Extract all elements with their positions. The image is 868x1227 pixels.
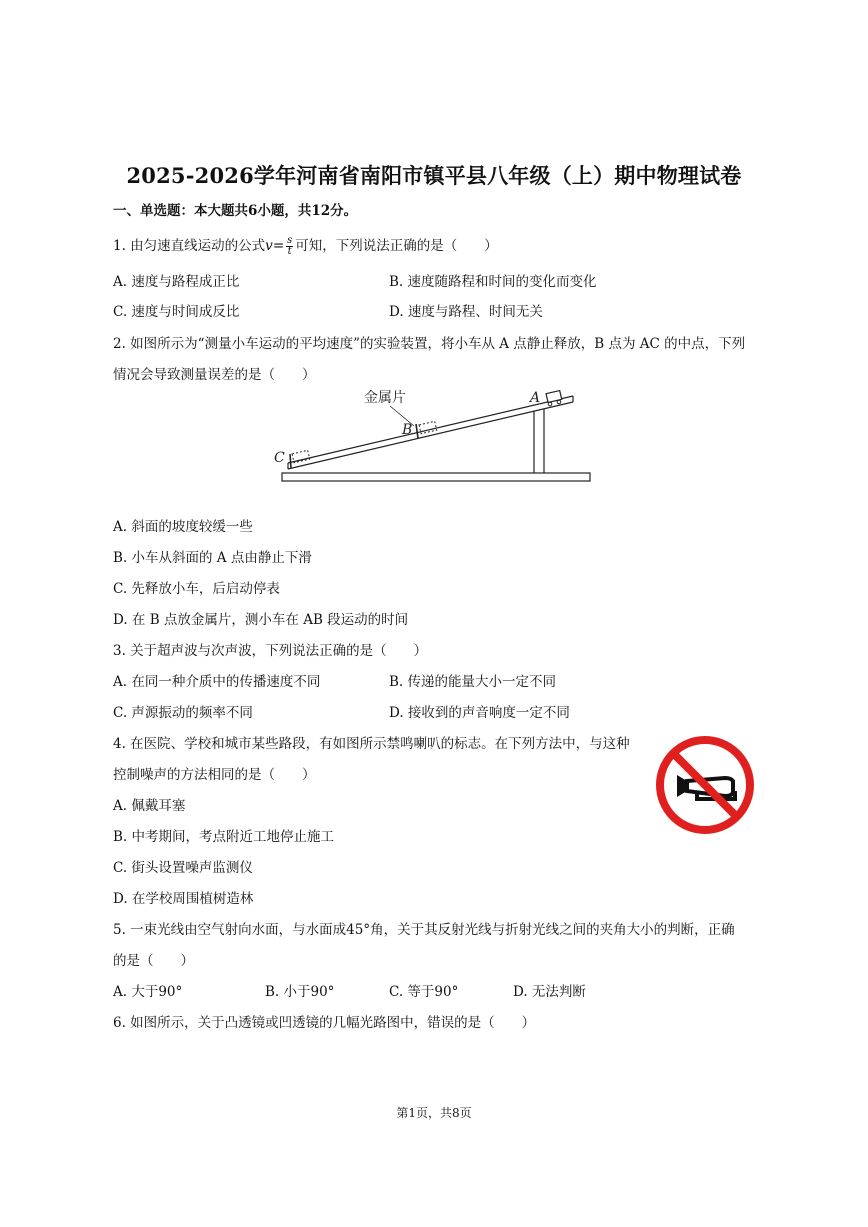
page-title: 2025-2026学年河南省南阳市镇平县八年级（上）期中物理试卷 xyxy=(126,163,742,188)
label-point-c: C xyxy=(274,450,285,466)
question-4-option-d[interactable]: D. 在学校周围植树造林 xyxy=(113,891,254,907)
question-3-option-a[interactable]: A. 在同一种介质中的传播速度不同 xyxy=(113,674,321,690)
question-5-option-c[interactable]: C. 等于90° xyxy=(389,984,459,1000)
page-footer: 第1页，共8页 xyxy=(396,1106,472,1120)
question-3-option-d[interactable]: D. 接收到的声音响度一定不同 xyxy=(389,705,570,721)
question-6-stem: 6. 如图所示，关于凸透镜或凹透镜的几幅光路图中，错误的是（ ） xyxy=(113,1015,536,1031)
question-1-stem: 1. 由匀速直线运动的公式v= $\frac{s}{t}$ 可知，下列说法正确的是（ ） xyxy=(113,235,498,257)
label-point-a: A xyxy=(530,390,541,406)
question-4-option-b[interactable]: B. 中考期间，考点附近工地停止施工 xyxy=(113,829,335,845)
question-3-option-b[interactable]: B. 传递的能量大小一定不同 xyxy=(389,674,557,690)
question-4-stem-line2: 控制噪声的方法相同的是（ ） xyxy=(113,767,316,783)
no-honking-sign xyxy=(653,733,757,837)
question-4-stem-line1: 4. 在医院、学校和城市某些路段，有如图所示禁鸣喇叭的标志。在下列方法中，与这种 xyxy=(113,736,630,752)
question-5-option-b[interactable]: B. 小于90° xyxy=(265,984,335,1000)
label-point-b: B xyxy=(402,422,413,438)
question-2-stem-line1: 2. 如图所示为“测量小车运动的平均速度”的实验装置，将小车从 A 点静止释放，B 点为 AC 的中点，下列 xyxy=(113,336,746,352)
question-2-option-a[interactable]: A. 斜面的坡度较缓一些 xyxy=(113,519,253,535)
question-1-option-d[interactable]: D. 速度与路程、时间无关 xyxy=(389,304,543,320)
question-5-stem-line2: 的是（ ） xyxy=(113,953,194,969)
section-heading: 一、单选题：本大题共6小题，共12分。 xyxy=(113,203,358,219)
cart-at-a xyxy=(546,391,562,406)
incline-experiment-figure xyxy=(268,382,598,488)
question-3-option-c[interactable]: C. 声源振动的频率不同 xyxy=(113,705,253,721)
question-2-option-c[interactable]: C. 先释放小车，后启动停表 xyxy=(113,581,280,597)
question-5-stem-line1: 5. 一束光线由空气射向水面，与水面成45°角，关于其反射光线与折射光线之间的夹角大小的判断，正确 xyxy=(113,922,735,938)
question-3-stem: 3. 关于超声波与次声波，下列说法正确的是（ ） xyxy=(113,643,428,659)
question-2-option-b[interactable]: B. 小车从斜面的 A 点由静止下滑 xyxy=(113,550,312,566)
question-1-option-c[interactable]: C. 速度与时间成反比 xyxy=(113,304,240,320)
question-2-stem-line2: 情况会导致测量误差的是（ ） xyxy=(113,367,316,383)
metal-piece xyxy=(416,424,418,438)
question-1-option-a[interactable]: A. 速度与路程成正比 xyxy=(113,274,240,290)
question-2-option-d[interactable]: D. 在 B 点放金属片，测小车在 AB 段运动的时间 xyxy=(113,612,409,628)
question-5-option-a[interactable]: A. 大于90° xyxy=(113,984,183,1000)
question-1-option-b[interactable]: B. 速度随路程和时间的变化而变化 xyxy=(389,274,597,290)
formula-fraction: $\frac{s}{t}$ xyxy=(287,235,293,257)
question-4-option-a[interactable]: A. 佩戴耳塞 xyxy=(113,798,186,814)
question-5-option-d[interactable]: D. 无法判断 xyxy=(513,984,586,1000)
question-4-option-c[interactable]: C. 街头设置噪声监测仪 xyxy=(113,860,253,876)
label-metal-piece: 金属片 xyxy=(364,390,406,406)
